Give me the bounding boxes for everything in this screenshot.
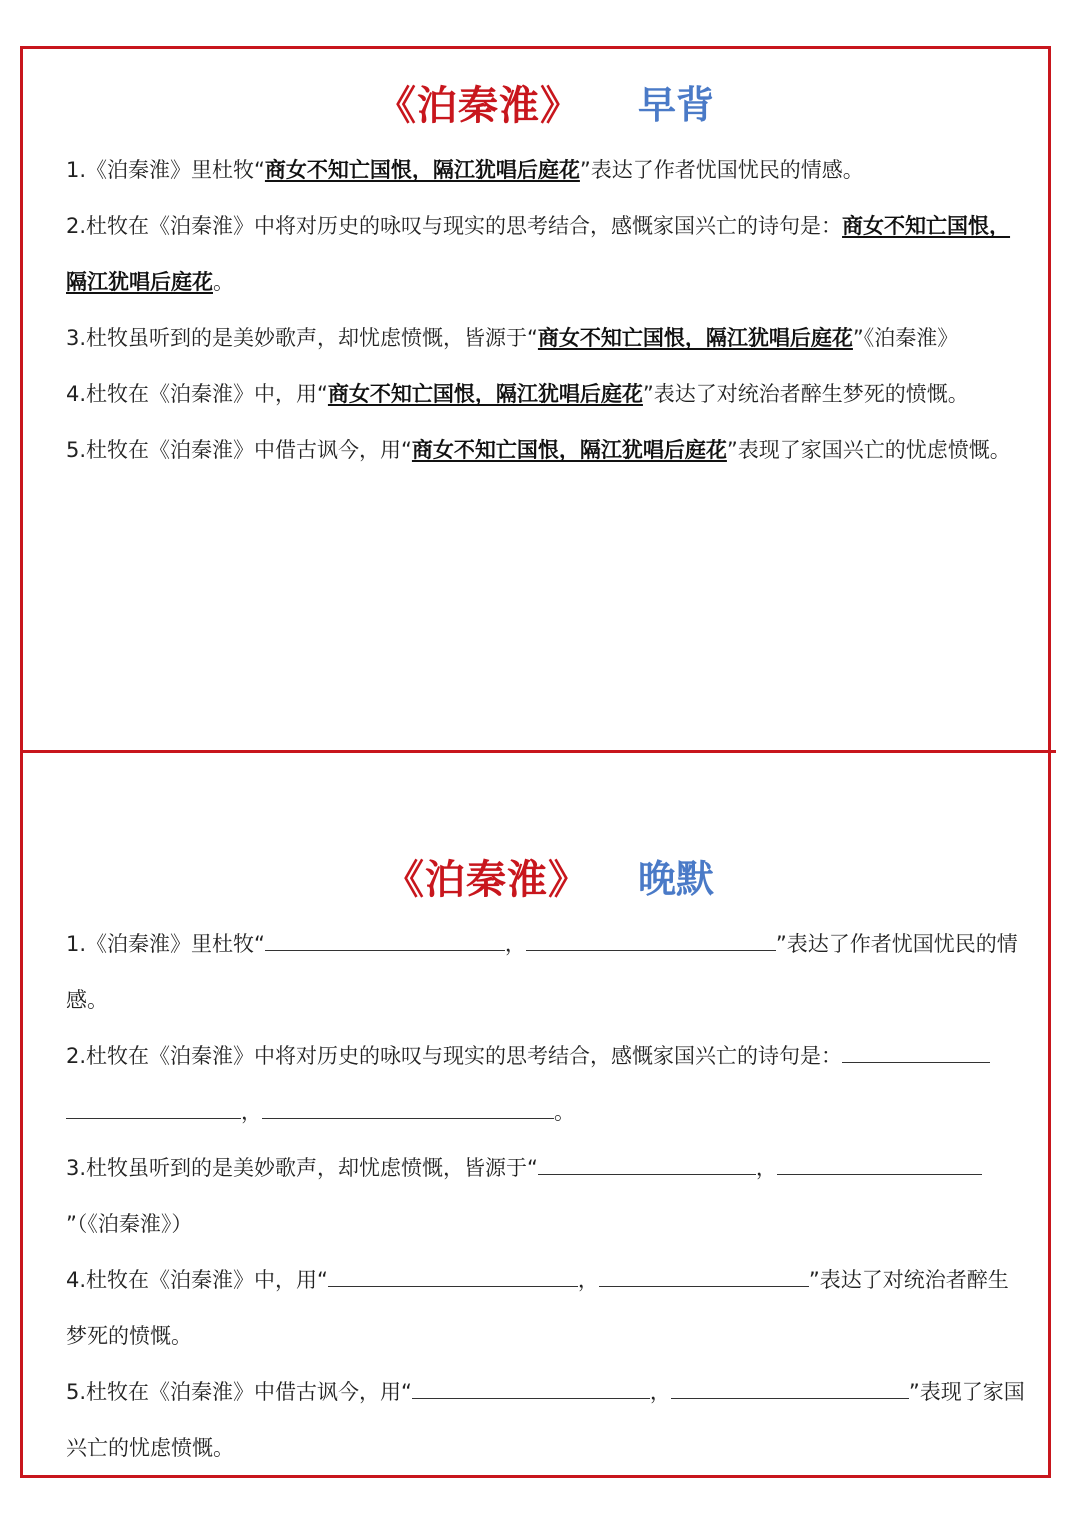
morning-tag: 早背 (638, 83, 715, 127)
answer-blank[interactable] (538, 1152, 756, 1175)
item-separator: ， (577, 1268, 599, 1292)
item-text: 3.杜牧虽听到的是美妙歌声，却忧虑愤慨，皆源于“ (66, 1156, 538, 1180)
evening-item-5 (66, 1364, 1026, 1476)
item-text: 1.《泊秦淮》里杜牧“ (66, 158, 265, 182)
item-text: ”（《泊秦淮》） (66, 1212, 193, 1236)
item-text: ”表现了家国兴亡的忧虑愤慨。 (726, 438, 1011, 462)
answer-blank[interactable] (262, 1096, 554, 1119)
item-answer: 商女不知亡国恨， (842, 214, 1011, 238)
evening-poem-title: 《泊秦淮》 (384, 857, 589, 903)
morning-item-5 (66, 422, 1026, 478)
item-text: 3.杜牧虽听到的是美妙歌声，却忧虑愤慨，皆源于“ (66, 326, 538, 350)
evening-tag: 晚默 (638, 857, 715, 901)
item-text: 2.杜牧在《泊秦淮》中将对历史的咏叹与现实的思考结合，感慨家国兴亡的诗句是： (66, 1044, 843, 1068)
item-separator: ， (755, 1156, 777, 1180)
answer-blank[interactable] (328, 1264, 578, 1287)
morning-title-row (66, 74, 1026, 134)
evening-item-2 (66, 1028, 1026, 1140)
evening-item-3 (66, 1140, 1026, 1252)
item-text: 4.杜牧在《泊秦淮》中，用“ (66, 382, 328, 406)
item-text: ”表达了对统治者醉生梦死的愤慨。 (66, 1268, 1009, 1348)
item-text: 1.《泊秦淮》里杜牧“ (66, 932, 265, 956)
item-answer: 商女不知亡国恨，隔江犹唱后庭花 (264, 158, 580, 182)
item-text: ”表达了对统治者醉生梦死的愤慨。 (642, 382, 969, 406)
answer-blank[interactable] (412, 1376, 650, 1399)
item-text: 4.杜牧在《泊秦淮》中，用“ (66, 1268, 328, 1292)
item-text: 2.杜牧在《泊秦淮》中将对历史的咏叹与现实的思考结合，感慨家国兴亡的诗句是： (66, 214, 843, 238)
item-text: ”表达了作者忧国忧民的情感。 (579, 158, 864, 182)
morning-item-2 (66, 198, 1026, 310)
answer-blank[interactable] (526, 928, 776, 951)
item-separator: ， (504, 932, 526, 956)
section-divider (20, 750, 1056, 753)
item-separator: ， (241, 1100, 262, 1124)
morning-item-4 (66, 366, 1026, 422)
item-answer: 商女不知亡国恨，隔江犹唱后庭花 (411, 438, 727, 462)
morning-item-3 (66, 310, 1026, 366)
item-text: 。 (554, 1100, 575, 1124)
answer-blank[interactable] (265, 928, 505, 951)
item-text: ”表达了作者忧国忧民的情感。 (66, 932, 1018, 1012)
item-separator: ， (649, 1380, 671, 1404)
item-text: ”《泊秦淮》 (852, 326, 959, 350)
item-text: ”表现了家国兴亡的忧虑愤慨。 (66, 1380, 1025, 1460)
item-answer: 商女不知亡国恨，隔江犹唱后庭花 (537, 326, 853, 350)
morning-poem-title: 《泊秦淮》 (376, 83, 581, 129)
evening-item-1 (66, 916, 1026, 1028)
answer-blank[interactable] (66, 1096, 241, 1119)
item-text: 5.杜牧在《泊秦淮》中借古讽今，用“ (66, 1380, 412, 1404)
evening-title-row (66, 848, 1026, 908)
answer-blank[interactable] (842, 1040, 990, 1063)
evening-section (66, 848, 1026, 1476)
item-answer: 商女不知亡国恨，隔江犹唱后庭花 (327, 382, 643, 406)
morning-section (66, 74, 1026, 478)
item-answer: 隔江犹唱后庭花 (66, 270, 213, 294)
answer-blank[interactable] (777, 1152, 982, 1175)
morning-item-1 (66, 142, 1026, 198)
item-text: 。 (213, 270, 234, 294)
evening-item-4 (66, 1252, 1026, 1364)
item-text: 5.杜牧在《泊秦淮》中借古讽今，用“ (66, 438, 412, 462)
answer-blank[interactable] (599, 1264, 809, 1287)
answer-blank[interactable] (671, 1376, 909, 1399)
